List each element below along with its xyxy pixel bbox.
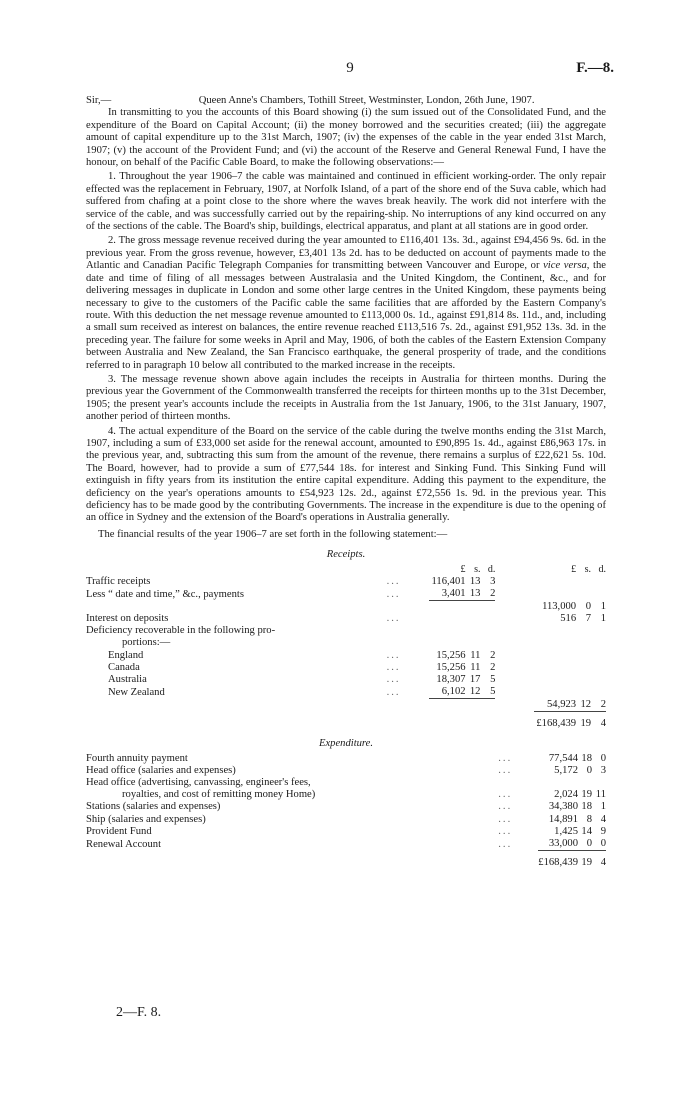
paragraph-2-part-a: 2. The gross message revenue received during the year amounted to £116,401 13s. 3d., against £94,456 9s. 6d. in the previous year. From the gross revenue, however, £3,401 13s 2d. has to be deducted on account of payments made to the Atlantic and Canadian Pacific Telegraph Companies for transmitting between Vancouver and Europe, or [86,235,606,272]
salutation-line [86,95,606,107]
amount-shillings: 7 [585,612,592,624]
table-row: Australia ... 18,307 17 5 [86,674,606,686]
amount-shillings: 19 [581,789,592,801]
col-head-pence-1: d. [487,563,496,575]
table-row: Canada ... 15,256 11 2 [86,662,606,674]
table-row: Fourth annuity payment ... 77,544 18 0 [86,752,606,764]
amount-pounds: 77,544 [548,752,578,764]
amount-pounds: 3,401 [441,588,466,600]
row-label: Head office (salaries and expenses) [86,764,236,776]
paragraph-2-part-b: , the date and time of filing of all messages between Australasia and the United Kingdom, the Continent, &c., and for delivering messages in duplicate in London and some other large centres in the United Kingdom, these payments being necessary to give to the customers of the Pacific cable the same facilities that are afforded by the Eastern Company's route. With this deduction the net message revenue amounted to £113,000 0s. 1d., against £91,814 8s. 11d., and, including a small sum received as interest on balances, the entire revenue reached £113,516 7s. 2d., against £91,952 13s. 3d. in the preceding year. The failure for some weeks in April and May, 1906, of both the cables of the Eastern Extension Company between Australia and New Zealand, the San Francisco earthquake, the general prosperity of trade, and the conditions referred to in paragraph 10 below all contributed to the marked increase in the receipts. [86,260,606,371]
page-number: 9 [346,60,354,76]
paragraph-2 [86,235,606,371]
amount-pounds: 116,401 [431,575,466,587]
row-label: Less “ date and time,” &c., payments [86,588,244,600]
expenditure-total-pounds: £168,439 [538,851,578,870]
amount-pence: 2 [490,661,496,673]
net-traffic-shillings: 0 [585,600,592,612]
amount-pounds: 18,307 [436,673,466,685]
amount-pence: 11 [595,789,606,801]
row-label: Interest on deposits [86,612,169,624]
amount-pence: 5 [490,686,496,698]
receipts-total-pence: 4 [591,712,606,731]
row-label-cont: royalties, and cost of remitting money Home) [122,789,316,801]
receipts-total-pounds: £168,439 [534,712,576,731]
table-row: Renewal Account ... 33,000 0 0 [86,838,606,850]
row-label: Australia [108,673,147,685]
amount-pounds: 34,380 [548,801,578,813]
table-row: Head office (salaries and expenses) ... 5,172 0 3 [86,764,606,776]
deficiency-label: Deficiency recoverable in the following pro- [86,625,276,637]
financial-intro: The financial results of the year 1906–7 are set forth in the following statement:— [98,528,448,540]
receipts-table [86,564,606,731]
col-head-shillings-2: s. [584,563,592,575]
paragraph-2-italic: vice versa [543,260,587,272]
amount-pounds: 15,256 [436,649,466,661]
amount-pence: 1 [600,612,606,624]
row-label: Stations (salaries and expenses) [86,801,221,813]
row-label: Ship (salaries and expenses) [86,813,206,825]
amount-pounds: 516 [560,612,577,624]
amount-pence: 2 [490,588,496,600]
row-label: England [108,649,144,661]
amount-pence: 9 [600,825,606,837]
amount-pounds: 14,891 [548,813,578,825]
table-row: Less “ date and time,” &c., payments ... 3,401 13 2 [86,588,496,600]
net-traffic-pounds: 113,000 [542,600,577,612]
table-row [86,712,606,731]
table-row: Provident Fund ... 1,425 14 9 [86,825,606,837]
table-row: Traffic receipts ... 116,401 13 3 [86,575,496,587]
deficiency-label-cont: portions:— [122,637,171,649]
amount-shillings: 13 [469,575,481,587]
col-head-pence-2: d. [598,563,606,575]
table-row [86,699,606,712]
col-head-shillings-1: s. [474,563,481,575]
amount-pounds: 6,102 [441,686,466,698]
table-row [86,601,606,613]
footer-ref: 2—F. 8. [116,1005,162,1020]
row-label: Canada [108,661,140,673]
amount-pence: 4 [600,813,606,825]
table-row [86,777,606,789]
expenditure-total-pence: 4 [592,851,606,870]
row-label: Provident Fund [86,825,152,837]
amount-pounds: 5,172 [554,764,578,776]
amount-shillings: 8 [586,813,592,825]
expenditure-title: Expenditure. [318,738,374,750]
amount-pence: 0 [600,752,606,764]
amount-pounds: 2,024 [554,789,578,801]
amount-shillings: 11 [470,649,481,661]
deficiency-total-shillings: 12 [580,698,592,710]
table-row: England ... 15,256 11 2 [86,650,606,662]
amount-pence: 3 [490,575,496,587]
amount-shillings: 13 [469,588,481,600]
letter-address: Queen Anne's Chambers, Tothill Street, Westminster, London, 26th June, 1907. [198,95,535,106]
amount-pounds: 1,425 [554,825,578,837]
amount-shillings: 0 [586,764,592,776]
intro-paragraph: In transmitting to you the accounts of this Board showing (i) the sum issued out of the Consolidated Fund, and the expenditure of the Board on Capital Account; (ii) the money borrowed and the securities created; (iii) the aggregate amount of capital expenditure up to the 31st March, 1907; (iv) the expenses of the cable in the year ended 31st March, 1907; (v) the account of the Provident Fund; and (vi) the account of the Reserve and General Renewal Fund, I have the honour, on behalf of the Pacific Cable Board, to make the following observations:— [86,107,606,169]
deficiency-total-pence: 2 [600,698,606,710]
amount-shillings: 12 [469,686,481,698]
table-row: royalties, and cost of remitting money Home) ... 2,024 19 11 [86,789,606,801]
col-head-pounds-2: £ [571,563,577,575]
paragraph-3: 3. The message revenue shown above again includes the receipts in Australia for thirteen months. During the previous year the Government of the Commonwealth transferred the receipts for thirteen months up to the 31st December, 1905; the present year's accounts include the receipts in Australia from the 1st January, 1906, to the 31st January, 1907, another period of thirteen months. [86,373,606,423]
amount-shillings: 11 [470,661,481,673]
table-row: New Zealand ... 6,102 12 5 [86,686,606,699]
row-label: Fourth annuity payment [86,752,188,764]
table-row [86,637,606,649]
amount-pence: 0 [600,838,606,850]
expenditure-total-shillings: 19 [578,851,592,870]
deficiency-total-pounds: 54,923 [546,698,577,710]
table-row: Interest on deposits ... 516 7 1 [86,612,606,624]
paragraph-4: 4. The actual expenditure of the Board on the service of the cable during the twelve months ending the 31st March, 1907, including a sum of £33,000 set aside for the renewal account, amounted to £90,895 1s. 4d., against £86,963 17s. in the previous year, and, subtracting this sum from the amount of the revenue, there remains a surplus of £22,621 5s. 10d. The Board, however, had to provide a sum of £77,544 18s. for interest and Sinking Fund. This Sinking Fund will extinguish in fifty years from its institution the entire capital expenditure. Adding this payment to the expenditure, the deficiency on the year's operations amounts to £54,923 12s. 2d., against £72,556 1s. 9d. in the previous year. This deficiency has to be made good by the contributing Governments. The increase in the expenditure is due to the opening of an office in Sydney and the extension of the Board's operations in Australia generally. [86,425,606,524]
receipts-total-shillings: 19 [576,712,591,731]
row-label: Traffic receipts [86,575,151,587]
col-head-pounds-1: £ [460,563,466,575]
letter-body [86,95,606,870]
paragraph-1: 1. Throughout the year 1906–7 the cable was maintained and continued in efficient working-order. The only repair effected was the replacement in February, 1907, at Norfolk Island, of a part of the shore end of the Suva cable, which had suffered from chafing at a point close to the shore where the waves break heavily. The work did not interfere with the service of the cable, and was successfully carried out by the repairing-ship. No interruptions of any kind occurred on any of the sections of the cable. The Board's ship, buildings, electrical apparatus, and plant at all stations are in good order. [86,171,606,233]
amount-pence: 5 [490,673,496,685]
amount-pence: 2 [490,649,496,661]
net-traffic-pence: 1 [600,600,606,612]
amount-shillings: 17 [469,673,481,685]
table-row [86,851,606,870]
table-row [86,625,606,637]
amount-shillings: 18 [581,752,592,764]
amount-pence: 1 [600,801,606,813]
amount-pounds: 33,000 [548,838,578,850]
amount-shillings: 14 [581,825,592,837]
column-heads [86,564,606,576]
expenditure-table [86,753,606,870]
row-label: New Zealand [108,686,165,698]
salutation: Sir,— [86,95,112,106]
row-label: Head office (advertising, canvassing, engineer's fees, [86,777,311,789]
receipts-title: Receipts. [326,549,366,561]
amount-shillings: 0 [586,838,592,850]
page-reference: F.—8. [576,60,614,76]
amount-pence: 3 [600,764,606,776]
table-row: Ship (salaries and expenses) ... 14,891 8 4 [86,813,606,825]
table-row: Stations (salaries and expenses) ... 34,380 18 1 [86,801,606,813]
row-label: Renewal Account [86,838,162,850]
amount-pounds: 15,256 [436,661,466,673]
amount-shillings: 18 [581,801,592,813]
